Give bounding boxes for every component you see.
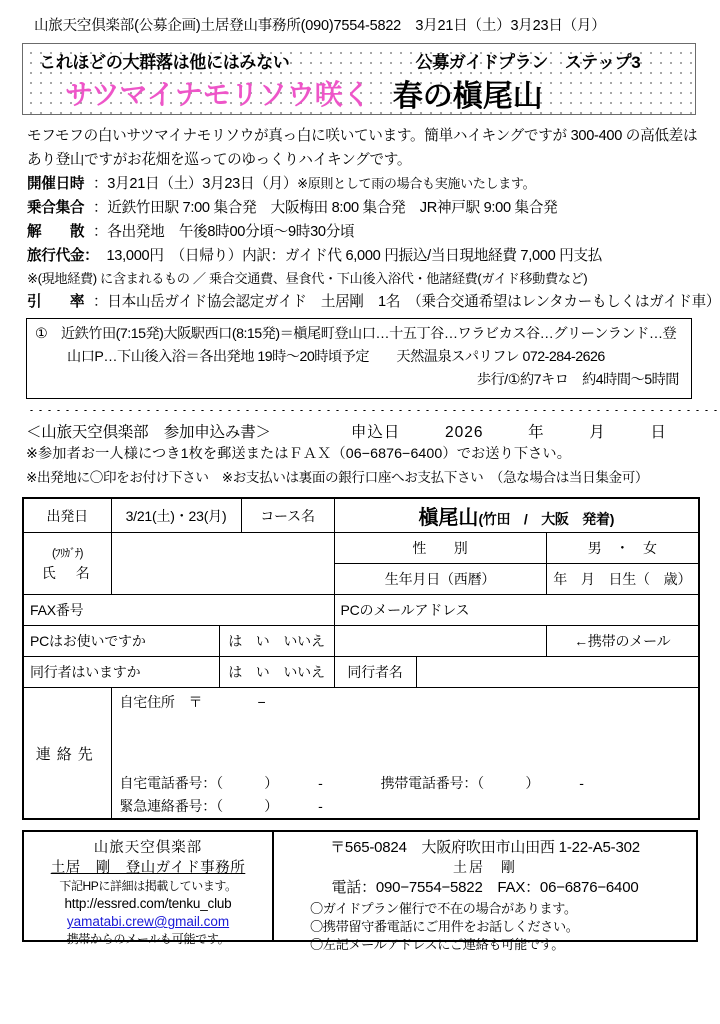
banner-title-mountain: 春の槇尾山 [392,80,543,113]
detail-label-guide: 引 率 [27,294,85,310]
detail-label-date: 開催日時 [27,176,85,192]
table-row-contact [23,688,699,820]
intro-line-2: あり登山ですがお花畑を巡ってのゆっくりハイキングです。 [27,152,412,168]
detail-row-dismiss: 解 散 ： 各出発地 午後8時00分頃〜9時30分頃 [27,220,698,244]
detail-value-date: 3月21日（土）3月23日（月） [107,176,298,192]
name-label: 氏 名 [41,564,93,581]
detail-row-guide: 引 率 ： 日本山岳ガイド協会認定ガイド 土居剛 1名 （乗合交通希望はレンタカーもしくはガイド車） [27,290,698,314]
application-date-year: 2026 [444,424,484,441]
intro-line-1: モフモフの白いサツマイナモリソウが真っ白に咲いています。簡単ハイキングですが 300-400 の高低差は [27,128,698,144]
table-row-furigana-gender [23,533,699,564]
footer-email-link[interactable]: yamatabi.crew@gmail.com [66,914,230,929]
emergency-tel-dash: - [318,798,323,814]
cell-companion-label: 同行者はいますか [23,657,219,688]
table-row-companion [23,657,699,688]
cell-depart-date-value[interactable]: 3/21(土)・23(月) [111,498,241,533]
banner-tagline: これほどの大群落は他にはみない [39,52,290,72]
phone-line [120,772,691,795]
cell-companion-name-input[interactable] [416,657,699,688]
footer-note-1: 〇ガイドプラン催行で不在の場合があります。 [310,901,577,916]
home-tel-label[interactable]: 自宅電話番号：（ ） [119,775,279,791]
course-name-text: 槇尾山 [418,507,479,529]
unit-day: 日 [650,424,667,441]
footer-mobile-note: 携帯からのメールも可能です。 [66,932,230,946]
cell-contact-label [23,688,111,820]
cell-pc-mail-label[interactable]: PCのメールアドレス [334,595,699,626]
application-note-1: ※参加者お一人様につき1枚を郵送またはＦＡＸ（06−6876−6400）でお送り下さい。 [26,446,571,462]
detail-value-fee: 13,000円 （日帰り）内訳：ガイド代 6,000 円振込/当日現地経費 7,000 円支払 [106,248,603,264]
banner-plan-label: 公募ガイドプラン ステップ3 [415,52,641,72]
itinerary-box [26,318,692,399]
cell-depart-date-label: 出発日 [23,498,111,533]
footer-tel-fax: 電話：090−7554−5822 FAX：06−6876−6400 [331,879,639,896]
cell-mobile-mail-label: ←携帯のメール [546,626,699,657]
furigana-label: (ﾌﾘｶﾞﾅ) [52,547,83,560]
footer-right-block [274,832,696,952]
home-address-label[interactable]: 自宅住所 〒 − [119,694,266,710]
table-row-pc-use [23,626,699,657]
title-banner [22,43,696,115]
footer-postal-address: 〒565-0824 大阪府吹田市山田西 1-22-A5-302 [330,839,640,856]
banner-title-row [23,72,695,114]
detail-row-meet: 乗合集合 ： 近鉄竹田駅 7:00 集合発 大阪梅田 8:00 集合発 JR神戸駅 9:00 集合発 [27,196,698,220]
detail-value-dismiss: 各出発地 午後8時00分頃〜9時30分頃 [107,224,355,240]
table-row-fax-mail [23,595,699,626]
banner-top-row [23,47,695,73]
detail-note-date: ※原則として雨の場合も実施いたします。 [297,176,536,191]
cell-companion-yesno[interactable]: は い いいえ [219,657,334,688]
detail-label-fee: 旅行代金： [27,248,99,264]
detail-value-meet: 近鉄竹田駅 7:00 集合発 大阪梅田 8:00 集合発 JR神戸駅 9:00 集合発 [107,200,558,216]
footer-office-name: 土居 剛 登山ガイド事務所 [50,860,246,876]
cell-pc-use-yesno[interactable]: は い いいえ [219,626,334,657]
home-tel-dash: - [318,775,323,791]
cell-gender-label: 性 別 [334,533,546,564]
detail-note-fee: ※(現地経費) に含まれるもの ／ 乗合交通費、昼食代・下山後入浴代・他諸経費(ガイド移動費など) [27,271,588,286]
cell-course-value [334,498,699,533]
banner-title-flower: サツマイナモリソウ咲く [65,79,371,110]
cell-course-label: コース名 [241,498,334,533]
itinerary-line-2: 山口P…下山後入浴＝各出発地 19時〜20時頃予定 天然温泉スパリフレ 072-284-2626 [67,349,605,365]
table-row-course [23,498,699,533]
application-header [22,420,698,442]
application-title: ＜山旅天空倶楽部 参加申込み書＞ [26,424,271,441]
footer-org-name: 山旅天空倶楽部 [93,840,203,856]
cell-fax-label[interactable]: FAX番号 [23,595,334,626]
cell-gender-options[interactable]: 男 ・ 女 [546,533,699,564]
application-date-line [351,420,667,442]
cell-birth-value[interactable]: 年 月 日生（ 歳） [546,564,699,595]
unit-month: 月 [589,424,606,441]
mobile-tel-dash: - [579,775,584,791]
emergency-line [120,795,691,818]
cell-contact-body [111,688,699,820]
footer-url[interactable]: http://essred.com/tenku_club [64,896,232,911]
course-detail-text: (竹田 / 大阪 発着) [478,511,615,527]
footer-person-name: 土居 剛 [453,859,517,875]
footer-left-block [24,832,274,946]
footer-panel [22,830,698,952]
cell-companion-name-label: 同行者名 [334,657,416,688]
dotted-divider [27,409,717,412]
unit-year: 年 [528,424,545,441]
application-date-label: 申込日 [350,424,401,441]
cell-name-input[interactable] [111,533,334,595]
cell-pc-mail-input[interactable] [334,626,546,657]
footer-note-2: 〇携帯留守番電話にご用件をお話しください。 [310,919,579,934]
detail-value-guide: 日本山岳ガイド協会認定ガイド 土居剛 1名 （乗合交通希望はレンタカーもしくはガイド車） [107,294,720,310]
detail-row-fee [27,244,698,268]
mobile-tel-label[interactable]: 携帯電話番号：（ ） [380,775,540,791]
contact-label-text: 連絡先 [35,745,99,763]
itinerary-line-1: ① 近鉄竹田(7:15発)大阪駅西口(8:15発)＝槇尾町登山口…十五丁谷…ワラビカス谷…グリーンランド…登 [35,326,677,342]
footer-note-list [274,898,696,954]
detail-label-dismiss: 解 散 [27,224,85,240]
trip-description [22,124,720,314]
header-contact-line: 山旅天空倶楽部(公募企画)土居登山事務所(090)7554-5822 3月21日（土）3月23日（月） [34,18,606,34]
cell-pc-use-label: PCはお使いですか [23,626,219,657]
detail-label-meet: 乗合集合 [27,200,85,216]
itinerary-line-3: 歩行/①約7キロ 約4時間〜5時間 [476,372,679,388]
application-form-table [22,497,700,820]
footer-note-3: 〇左記メールアドレスにご連絡も可能です。 [310,937,565,952]
application-note-2: ※出発地に〇印をお付け下さい ※お支払いは裏面の銀行口座へお支払下さい （急な場合は当日集金可） [26,470,649,485]
detail-row-date: 開催日時 ： 3月21日（土）3月23日（月） ※原則として雨の場合も実施いたします。 [27,172,698,196]
emergency-tel-label[interactable]: 緊急連絡番号：（ ） [119,798,279,814]
cell-birth-label: 生年月日（西暦） [334,564,546,595]
footer-hp-note: 下記HPに詳細は掲載しています。 [59,879,237,893]
cell-name-label [23,533,111,595]
